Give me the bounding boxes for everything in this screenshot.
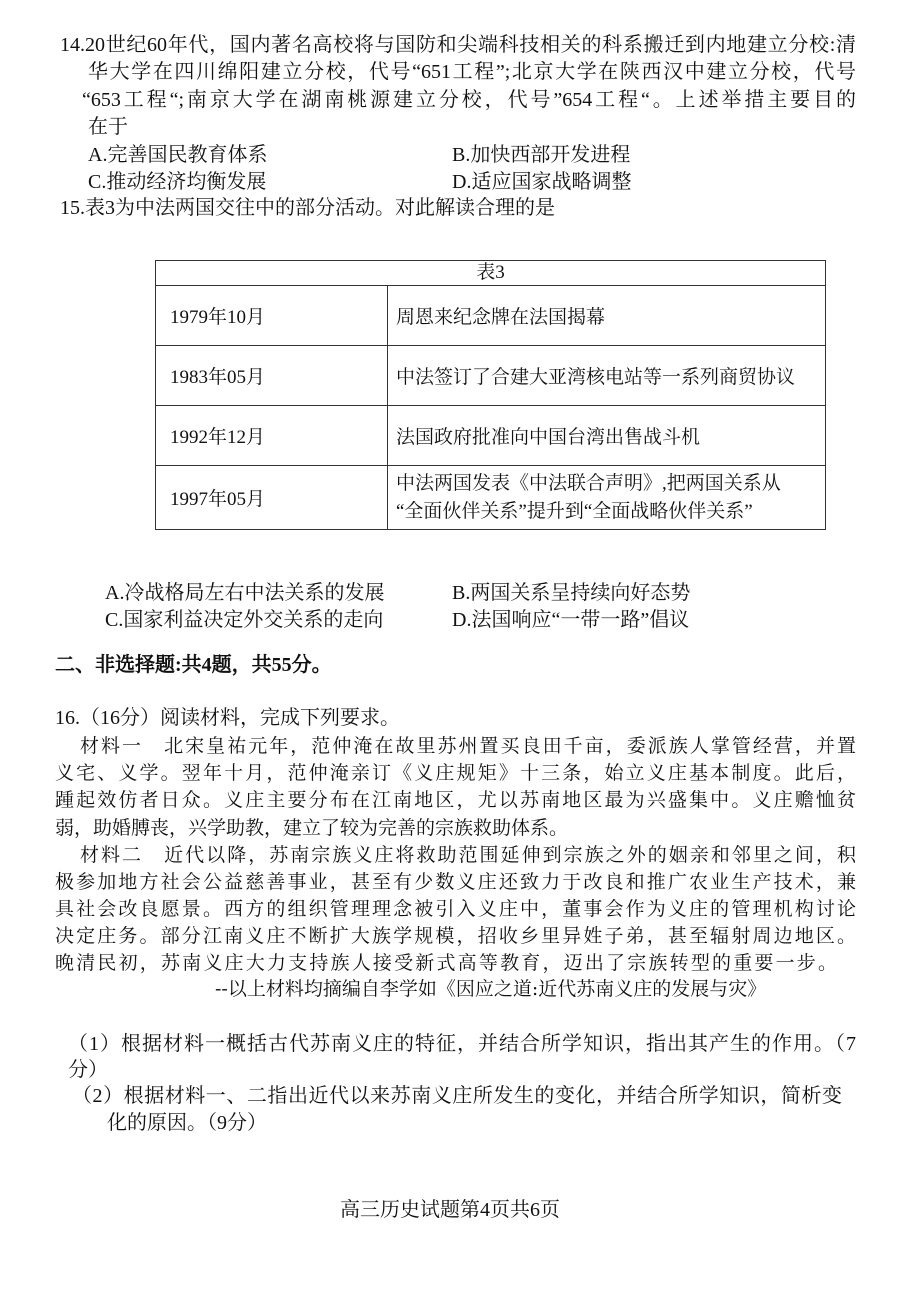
q14-option-b: B.加快西部开发进程 [452, 144, 631, 166]
sub-question-2: （2）根据材料一、二指出近代以来苏南义庄所发生的变化，并结合所学知识，简析变 [72, 1085, 842, 1107]
material-line: 弱，助婚膊丧，兴学助教，建立了较为完善的宗族救助体系。 [55, 817, 569, 839]
q14-stem-line: 14.20世纪60年代，国内著名高校将与国防和尖端科技相关的科系搬迁到内地建立分校:清 [60, 34, 856, 56]
material-line: 材料一 北宋皇祐元年，范仲淹在故里苏州置买良田千亩，委派族人掌管经营，并置 [80, 735, 856, 757]
material-line: 极参加地方社会公益慈善事业，甚至有少数义庄还致力于改良和推广农业生产技术，兼 [55, 871, 856, 893]
q14-stem-line: 华大学在四川绵阳建立分校，代号“651工程”;北京大学在陕西汉中建立分校，代号 [88, 61, 856, 83]
event-line: “全面伙伴关系”提升到“全面战略伙伴关系” [396, 500, 753, 522]
material-line: 具社会改良愿景。西方的组织管理理念被引入义庄中，董事会作为义庄的管理机构讨论 [55, 898, 856, 920]
table-cell-event: 法国政府批准向中国台湾出售战斗机 [388, 406, 826, 466]
q16-stem: 16.（16分）阅读材料，完成下列要求。 [55, 707, 400, 729]
event-line: 中法两国发表《中法联合声明》,把两国关系从 [396, 472, 781, 494]
table-row [156, 346, 826, 406]
q15-option-d: D.法国响应“一带一路”倡议 [452, 609, 690, 631]
material-line: 决定庄务。部分江南义庄不断扩大族学规模，招收乡里异姓子弟，甚至辐射周边地区。 [55, 925, 856, 947]
table-row [156, 466, 826, 530]
table-cell-date: 1997年05月 [156, 466, 388, 530]
table-caption: 表3 [156, 261, 826, 286]
material-line: 义宅、义学。翌年十月，范仲淹亲订《义庄规矩》十三条，始立义庄基本制度。此后， [55, 762, 856, 784]
material-line: 材料二 近代以降，苏南宗族义庄将救助范围延伸到宗族之外的姻亲和邻里之间，积 [80, 844, 856, 866]
table-cell-date: 1979年10月 [156, 286, 388, 346]
section-heading: 二、非选择题:共4题，共55分。 [55, 654, 332, 676]
q14-option-c: C.推动经济均衡发展 [88, 171, 267, 193]
table-cell-event: 周恩来纪念牌在法国揭幕 [388, 286, 826, 346]
table-row [156, 286, 826, 346]
q15-stem: 15.表3为中法两国交往中的部分活动。对此解读合理的是 [60, 197, 555, 219]
sub-question-1-cont: 分） [68, 1059, 108, 1081]
table-row [156, 406, 826, 466]
table-cell-event: 中法签订了合建大亚湾核电站等一系列商贸协议 [388, 346, 826, 406]
table-cell-date: 1992年12月 [156, 406, 388, 466]
q15-option-a: A.冷战格局左右中法关系的发展 [105, 582, 385, 604]
q14-option-a: A.完善国民教育体系 [88, 144, 268, 166]
q15-option-b: B.两国关系呈持续向好态势 [452, 582, 691, 604]
material-line: 踵起效仿者日众。义庄主要分布在江南地区，尤以苏南地区最为兴盛集中。义庄赡恤贫 [55, 789, 856, 811]
sub-question-1: （1）根据材料一概括古代苏南义庄的特征，并结合所学知识，指出其产生的作用。（7 [68, 1033, 856, 1055]
table-cell-date: 1983年05月 [156, 346, 388, 406]
q15-option-c: C.国家利益决定外交关系的走向 [105, 609, 384, 631]
table-3 [155, 260, 826, 530]
table-cell-event [388, 466, 826, 530]
q14-option-d: D.适应国家战略调整 [452, 171, 632, 193]
q14-stem-line: 在于 [88, 116, 128, 138]
sub-question-2-cont: 化的原因。（9分） [107, 1112, 267, 1134]
q14-stem-line: “653工程“;南京大学在湖南桃源建立分校，代号”654工程“。上述举措主要目的 [82, 89, 856, 111]
material-source: --以上材料均摘编自李学如《因应之道:近代苏南义庄的发展与灾》 [215, 978, 767, 1000]
material-line: 晚清民初，苏南义庄大力支持族人接受新式高等教育，迈出了宗族转型的重要一步。 [55, 952, 837, 974]
page-footer: 高三历史试题第4页共6页 [340, 1199, 560, 1221]
